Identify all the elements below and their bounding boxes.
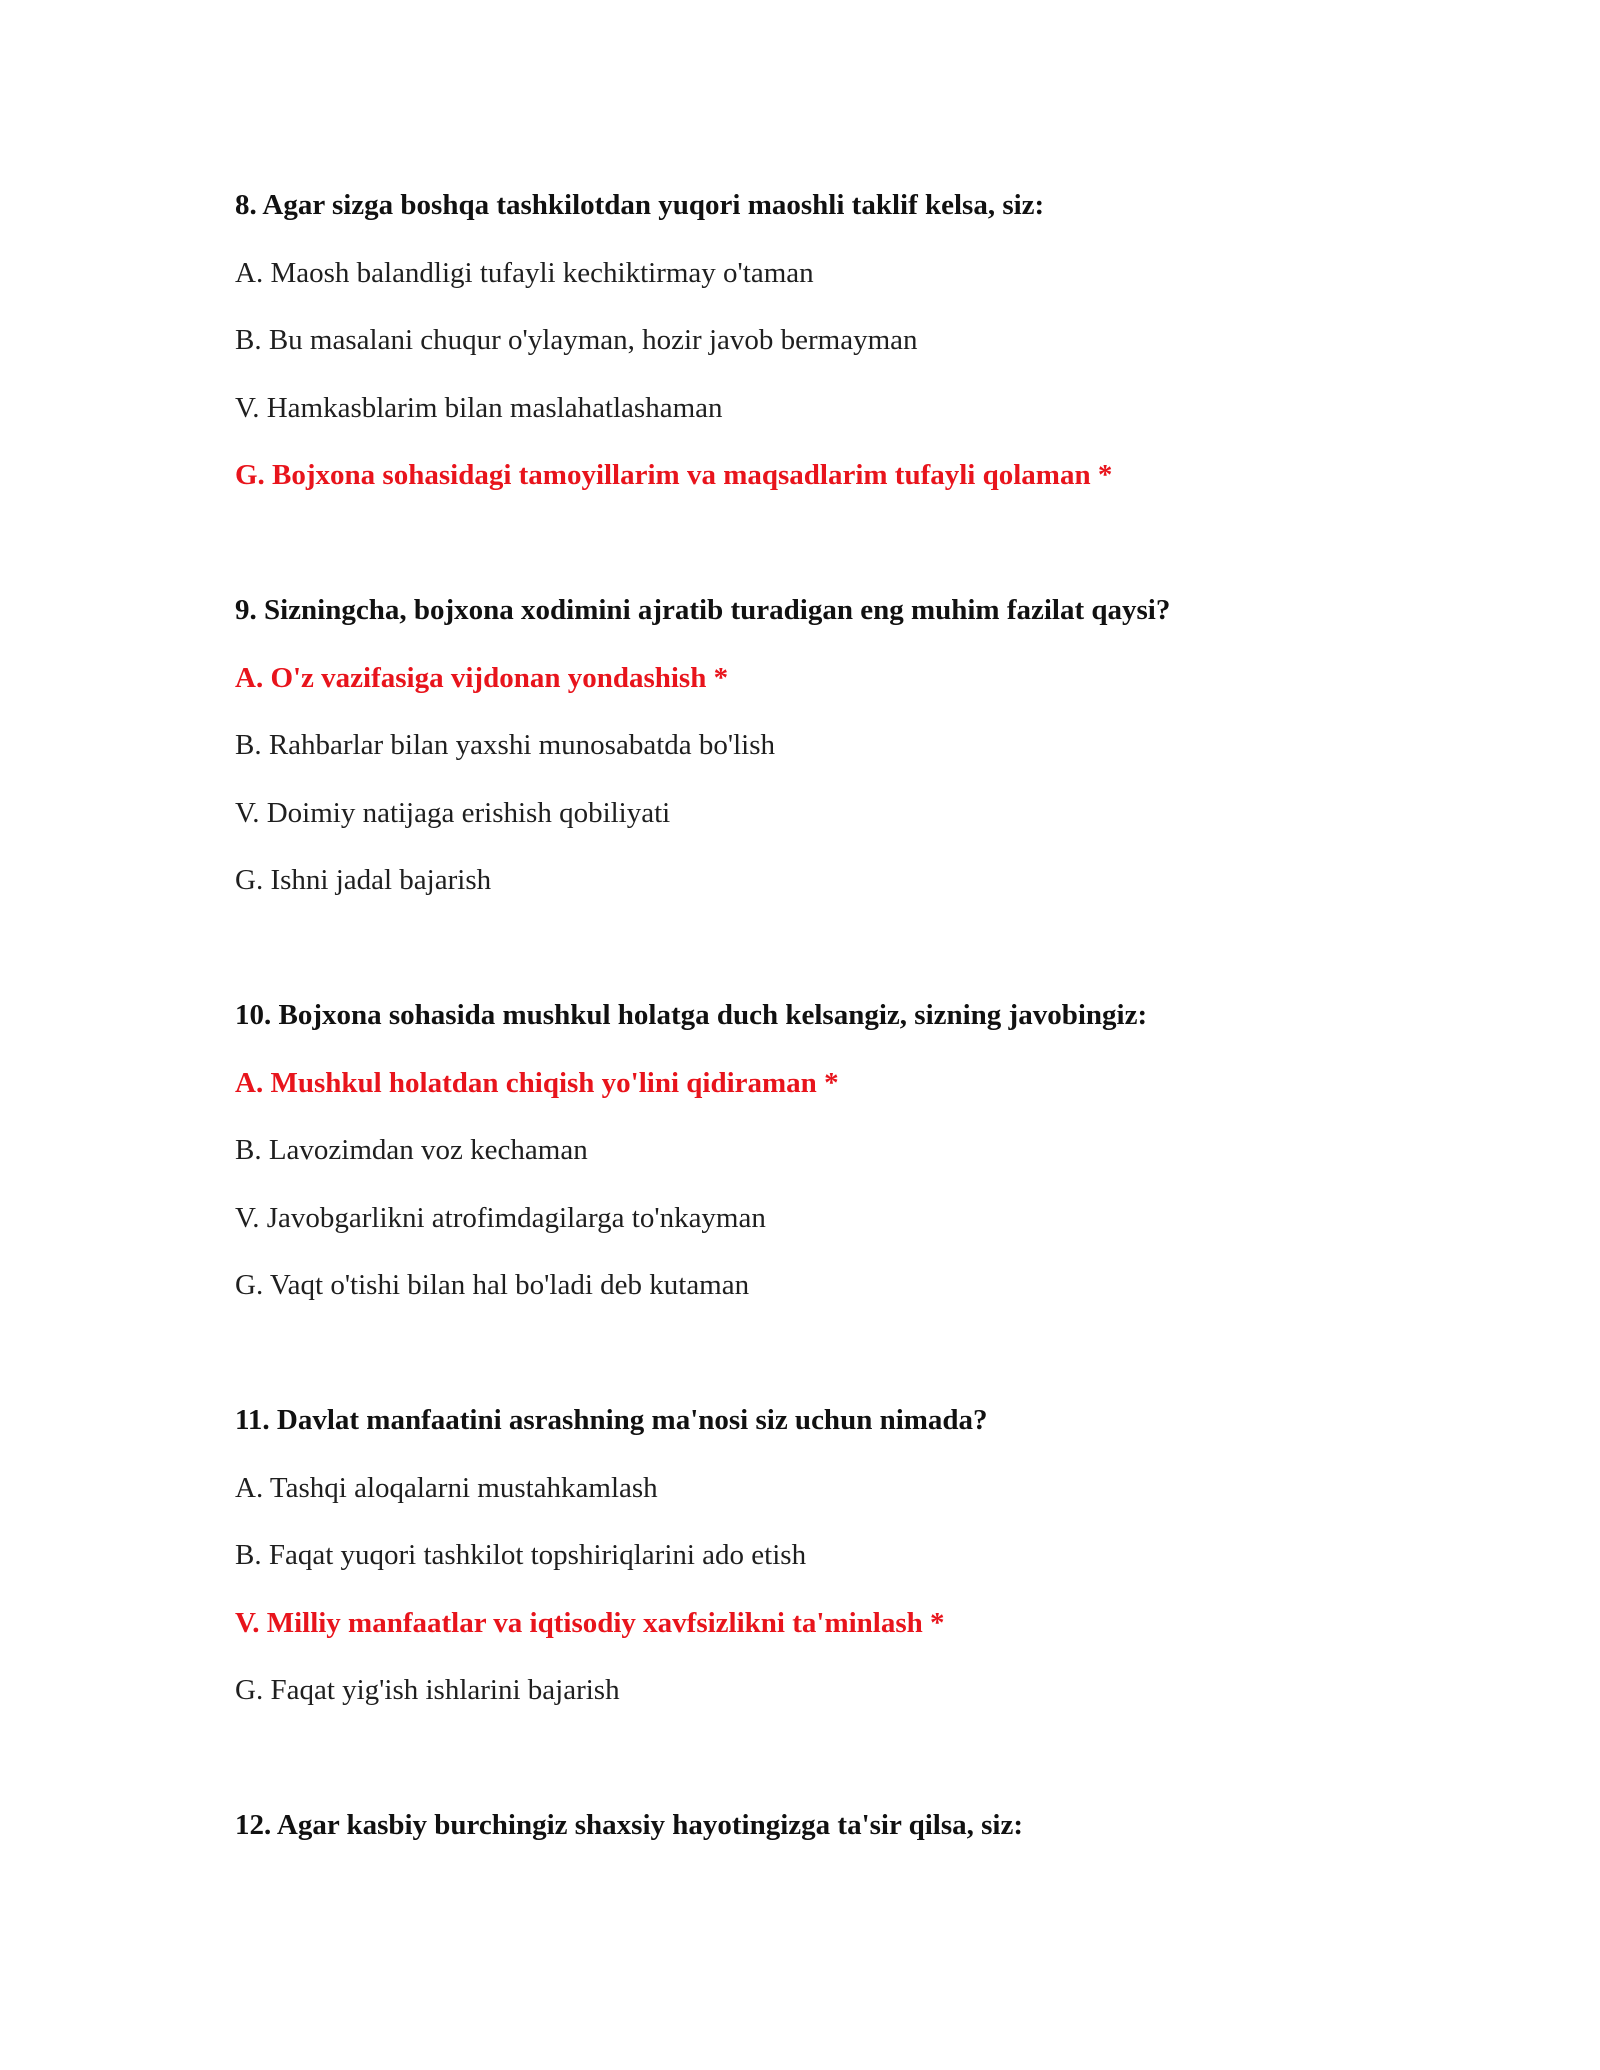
question-12-title: 12. Agar kasbiy burchingiz shaxsiy hayotingizga ta'sir qilsa, siz: <box>235 1809 1023 1841</box>
question-8-option-b: B. Bu masalani chuqur o'ylayman, hozir javob bermayman <box>235 324 918 356</box>
question-9-option-g: G. Ishni jadal bajarish <box>235 864 492 896</box>
question-11-option-b: B. Faqat yuqori tashkilot topshiriqlarini ado etish <box>235 1539 807 1571</box>
question-8-option-v: V. Hamkasblarim bilan maslahatlashaman <box>235 391 723 424</box>
question-10-option-b: B. Lavozimdan voz kechaman <box>235 1134 588 1166</box>
question-10-option-v: V. Javobgarlikni atrofimdagilarga to'nkayman <box>235 1201 766 1234</box>
question-block-10 <box>235 998 1435 1336</box>
question-8-option-a: A. Maosh balandligi tufayli kechiktirmay o'taman <box>235 256 814 289</box>
question-10-title: 10. Bojxona sohasida mushkul holatga duch kelsangiz, sizning javobingiz: <box>235 999 1148 1031</box>
question-9-option-b: B. Rahbarlar bilan yaxshi munosabatda bo'lish <box>235 729 776 761</box>
question-8-title: 8. Agar sizga boshqa tashkilotdan yuqori maoshli taklif kelsa, siz: <box>235 189 1045 221</box>
question-9-title: 9. Sizningcha, bojxona xodimini ajratib turadigan eng muhim fazilat qaysi? <box>235 594 1171 626</box>
question-11-option-v-correct: V. Milliy manfaatlar va iqtisodiy xavfsizlikni ta'minlash * <box>235 1606 945 1639</box>
question-8-option-g-correct: G. Bojxona sohasidagi tamoyillarim va maqsadlarim tufayli qolaman * <box>235 459 1113 491</box>
question-10-option-g: G. Vaqt o'tishi bilan hal bo'ladi deb kutaman <box>235 1269 750 1301</box>
question-9-option-a-correct: A. O'z vazifasiga vijdonan yondashish * <box>235 661 729 694</box>
question-11-option-a: A. Tashqi aloqalarni mustahkamlash <box>235 1471 658 1504</box>
question-11-option-g: G. Faqat yig'ish ishlarini bajarish <box>235 1674 620 1706</box>
question-block-9 <box>235 593 1435 931</box>
question-11-title: 11. Davlat manfaatini asrashning ma'nosi siz uchun nimada? <box>235 1404 988 1436</box>
question-9-option-v: V. Doimiy natijaga erishish qobiliyati <box>235 796 671 829</box>
question-block-12 <box>235 1808 1435 1876</box>
question-block-8 <box>235 188 1435 526</box>
question-block-11 <box>235 1403 1435 1741</box>
question-10-option-a-correct: A. Mushkul holatdan chiqish yo'lini qidiraman * <box>235 1066 839 1099</box>
